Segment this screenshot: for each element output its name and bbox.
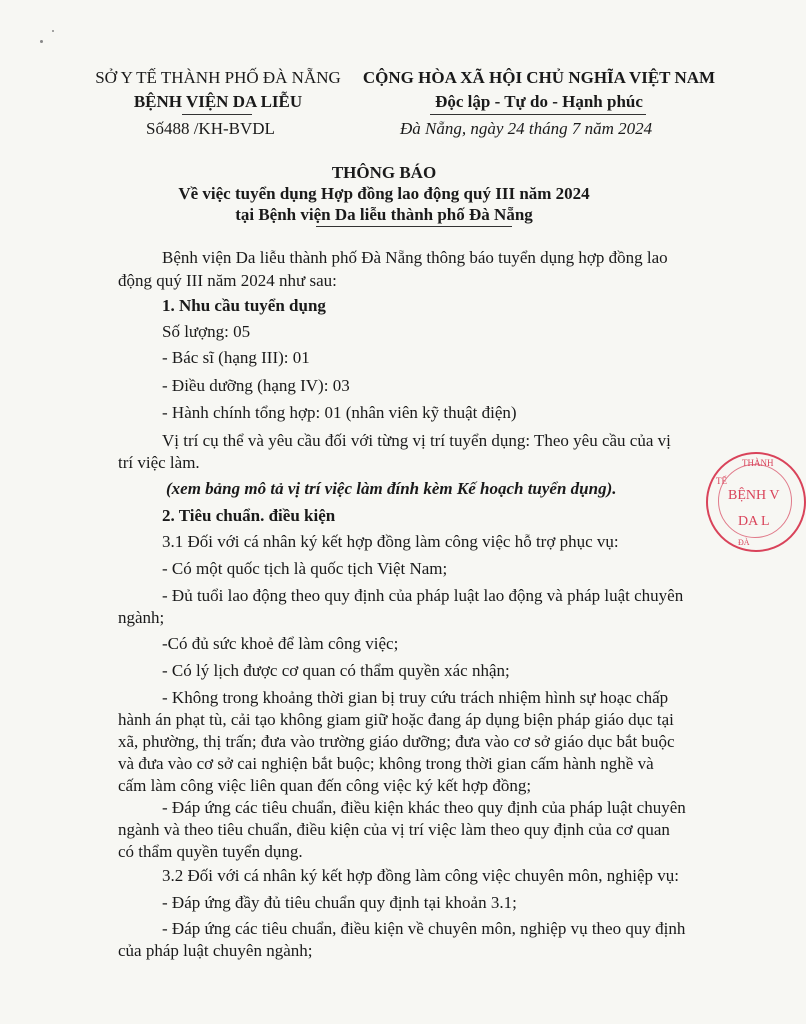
criterion-nationality: - Có một quốc tịch là quốc tịch Việt Nam; xyxy=(162,559,448,578)
attachment-note: (xem bảng mô tả vị trí việc làm đính kèm Kế hoạch tuyển dụng). xyxy=(166,479,617,498)
criterion-health: -Có đủ sức khoẻ để làm công việc; xyxy=(162,634,399,653)
section-heading-1: 1. Nhu cầu tuyển dụng xyxy=(162,296,326,315)
intro-paragraph-line2: động quý III năm 2024 như sau: xyxy=(118,271,337,290)
national-title: CỘNG HÒA XÃ HỘI CHỦ NGHĨA VIỆT NAM xyxy=(362,68,716,87)
criterion-other-line1: - Đáp ứng các tiêu chuẩn, điều kiện khác theo quy định của pháp luật chuyên xyxy=(162,798,686,817)
official-seal-stamp xyxy=(706,452,806,552)
parent-agency: SỞ Y TẾ THÀNH PHỐ ĐÀ NẴNG xyxy=(95,68,341,87)
criterion-legal-line4: và đưa vào cơ sở cai nghiện bắt buộc; không trong thời gian cấm hành nghề và xyxy=(118,754,654,773)
professional-criterion-1: - Đáp ứng đầy đủ tiêu chuẩn quy định tại khoản 3.1; xyxy=(162,893,517,912)
professional-criterion-2-line2: của pháp luật chuyên ngành; xyxy=(118,941,313,960)
stamp-line1: BỆNH V xyxy=(728,488,780,503)
criterion-legal-line3: xã, phường, thị trấn; đưa vào trường giáo dưỡng; đưa vào cơ sở giáo dục bắt buộc xyxy=(118,732,675,751)
stamp-bottom-text: ĐÀ xyxy=(738,538,750,547)
scan-speck xyxy=(52,30,54,32)
scan-speck xyxy=(40,40,43,43)
criterion-other-line2: ngành và theo tiêu chuẩn, điều kiện của vị trí việc làm theo quy định của cơ quan xyxy=(118,820,670,839)
position-requirement-line2: trí việc làm. xyxy=(118,453,200,472)
intro-paragraph-line1: Bệnh viện Da liễu thành phố Đà Nẵng thông báo tuyển dụng hợp đồng lao xyxy=(162,248,668,267)
document-number: Số488 /KH-BVDL xyxy=(146,119,275,138)
criterion-legal-line2: hành án phạt tù, cải tạo không giam giữ hoặc đang áp dụng biện pháp giáo dục tại xyxy=(118,710,674,729)
criterion-legal-line1: - Không trong khoảng thời gian bị truy cứu trách nhiệm hình sự hoạc chấp xyxy=(162,688,669,707)
stamp-top-text: THÀNH xyxy=(742,458,774,468)
criterion-age-line2: ngành; xyxy=(118,608,165,627)
position-item-admin: - Hành chính tổng hợp: 01 (nhân viên kỹ thuật điện) xyxy=(162,403,517,422)
document-subject-line2: tại Bệnh viện Da liễu thành phố Đà Nẵng xyxy=(235,205,533,224)
stamp-left-text: TẾ xyxy=(716,476,727,486)
issuing-organization: BỆNH VIỆN DA LIỄU xyxy=(133,92,303,111)
document-title: THÔNG BÁO xyxy=(331,163,437,182)
professional-criterion-2-line1: - Đáp ứng các tiêu chuẩn, điều kiện về chuyên môn, nghiệp vụ theo quy định xyxy=(162,919,686,938)
criterion-background: - Có lý lịch được cơ quan có thẩm quyền xác nhận; xyxy=(162,661,510,680)
position-item-nurse: - Điều dưỡng (hạng IV): 03 xyxy=(162,376,350,395)
subsection-3-1: 3.1 Đối với cá nhân ký kết hợp đồng làm công việc hỗ trợ phục vụ: xyxy=(162,532,619,551)
document-subject-line1: Về việc tuyển dụng Hợp đồng lao động quý III năm 2024 xyxy=(178,184,590,203)
quantity-line: Số lượng: 05 xyxy=(162,322,251,341)
position-requirement-line1: Vị trí cụ thể và yêu cầu đối với từng vị trí tuyển dụng: Theo yêu cầu của vị xyxy=(162,431,671,450)
criterion-other-line3: có thẩm quyền tuyển dụng. xyxy=(118,842,303,861)
criterion-legal-line5: cấm làm công việc liên quan đến công việc ký kết hợp đồng; xyxy=(118,776,532,795)
subsection-3-2: 3.2 Đối với cá nhân ký kết hợp đồng làm công việc chuyên môn, nghiệp vụ: xyxy=(162,866,680,885)
stamp-line2: DA L xyxy=(738,514,770,529)
document-date: Đà Nẵng, ngày 24 tháng 7 năm 2024 xyxy=(400,119,653,138)
position-item-doctor: - Bác sĩ (hạng III): 01 xyxy=(162,348,310,367)
section-heading-2: 2. Tiêu chuẩn. điều kiện xyxy=(162,506,336,525)
national-motto: Độc lập - Tự do - Hạnh phúc xyxy=(435,92,643,111)
criterion-age-line1: - Đủ tuổi lao động theo quy định của pháp luật lao động và pháp luật chuyên xyxy=(162,586,684,605)
